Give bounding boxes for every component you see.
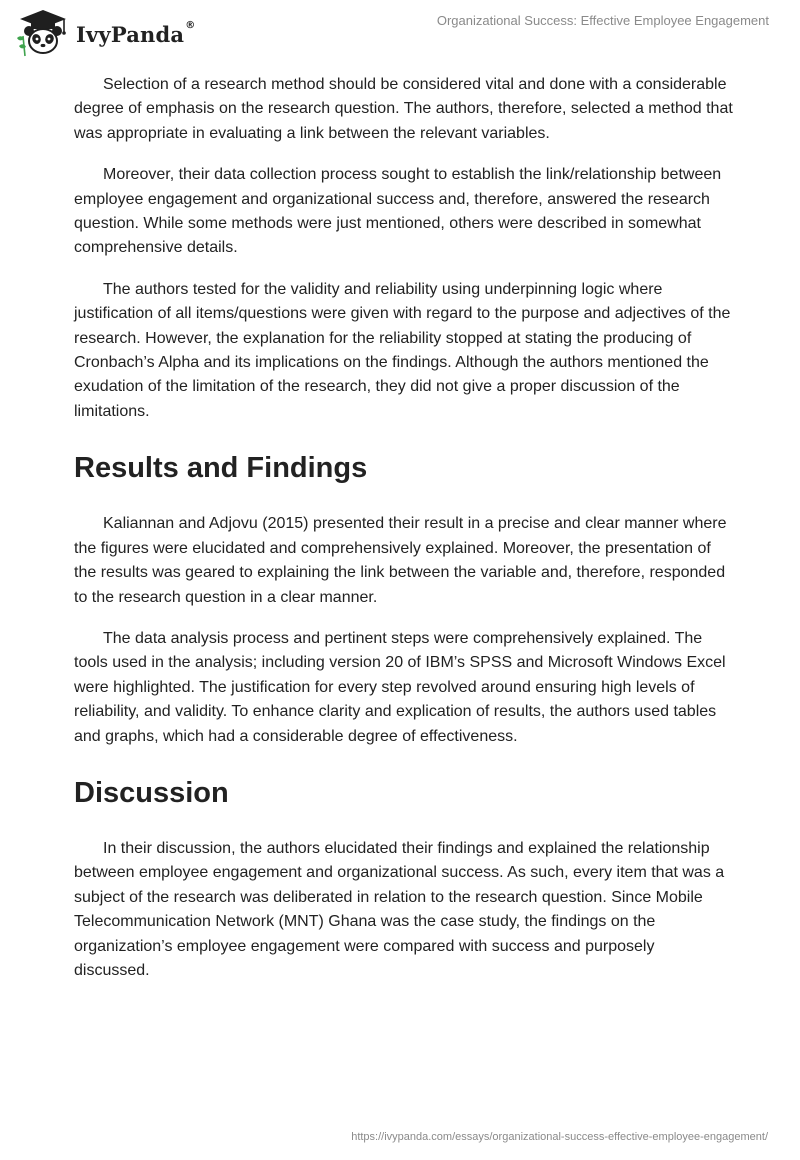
paragraph: In their discussion, the authors elucidated their findings and explained the relationship between employee engagement and organizational success. As such, every item that was a subject of the research was deliberated in relation to the research question. Since Mobile Telecommunication Network (MNT) Ghana was the case study, the findings on the organization’s employee engagement were compared with success and purposely discussed. [74,839,725,979]
paragraph: Selection of a research method should be considered vital and done with a considerable degree of emphasis on the research question. The authors, therefore, selected a method that was appropriate in evaluating a link between the relevant variables. [74,76,733,142]
paragraph: The data analysis process and pertinent steps were comprehensively explained. The tools used in the analysis; including version 20 of IBM’s SPSS and Microsoft Windows Excel were highlighted. The justification for every step revolved around ensuring high levels of reliability, and validity. To enhance clarity and explication of results, the authors used tables and graphs, which had a considerable degree of effectiveness. [74,629,726,745]
paragraph: Kaliannan and Adjovu (2015) presented their result in a precise and clear manner where the figures were elucidated and comprehensively explained. Moreover, the presentation of the results was geared to explaining the link between the variable and, therefore, responded to the research question in a clear manner. [74,515,727,606]
registered-mark: ® [185,19,196,31]
paragraph: Moreover, their data collection process sought to establish the link/relationship between employee engagement and organizational success and, therefore, answered the research question. While some methods were just mentioned, others were described in somewhat comprehensive details. [74,166,722,257]
document-title: Organizational Success: Effective Employee Engagement [436,13,769,28]
paragraph: The authors tested for the validity and reliability using underpinning logic where justification of all items/questions were given with regard to the purpose and adjectives of the research. However, the explanation for the reliability stopped at stating the producing of Cronbach’s Alpha and its implications on the findings. Although the authors mentioned the exudation of the limitation of the research, they did not give a proper discussion of the limitations. [74,280,731,420]
results-section [74,512,734,749]
intro-section [74,70,734,424]
brand-text: IvyPanda [76,21,185,47]
panda-graduate-icon [14,8,72,58]
source-url-link[interactable]: https://ivypanda.com/essays/organizational-success-effective-employee-engagement/ [351,1131,768,1143]
page-header [0,0,800,70]
section-heading-results: Results and Findings [74,452,368,485]
brand-name [76,19,196,47]
discussion-section [74,837,734,983]
ivypanda-logo[interactable] [14,8,195,58]
article-body [74,70,734,983]
section-heading-discussion: Discussion [74,776,229,809]
